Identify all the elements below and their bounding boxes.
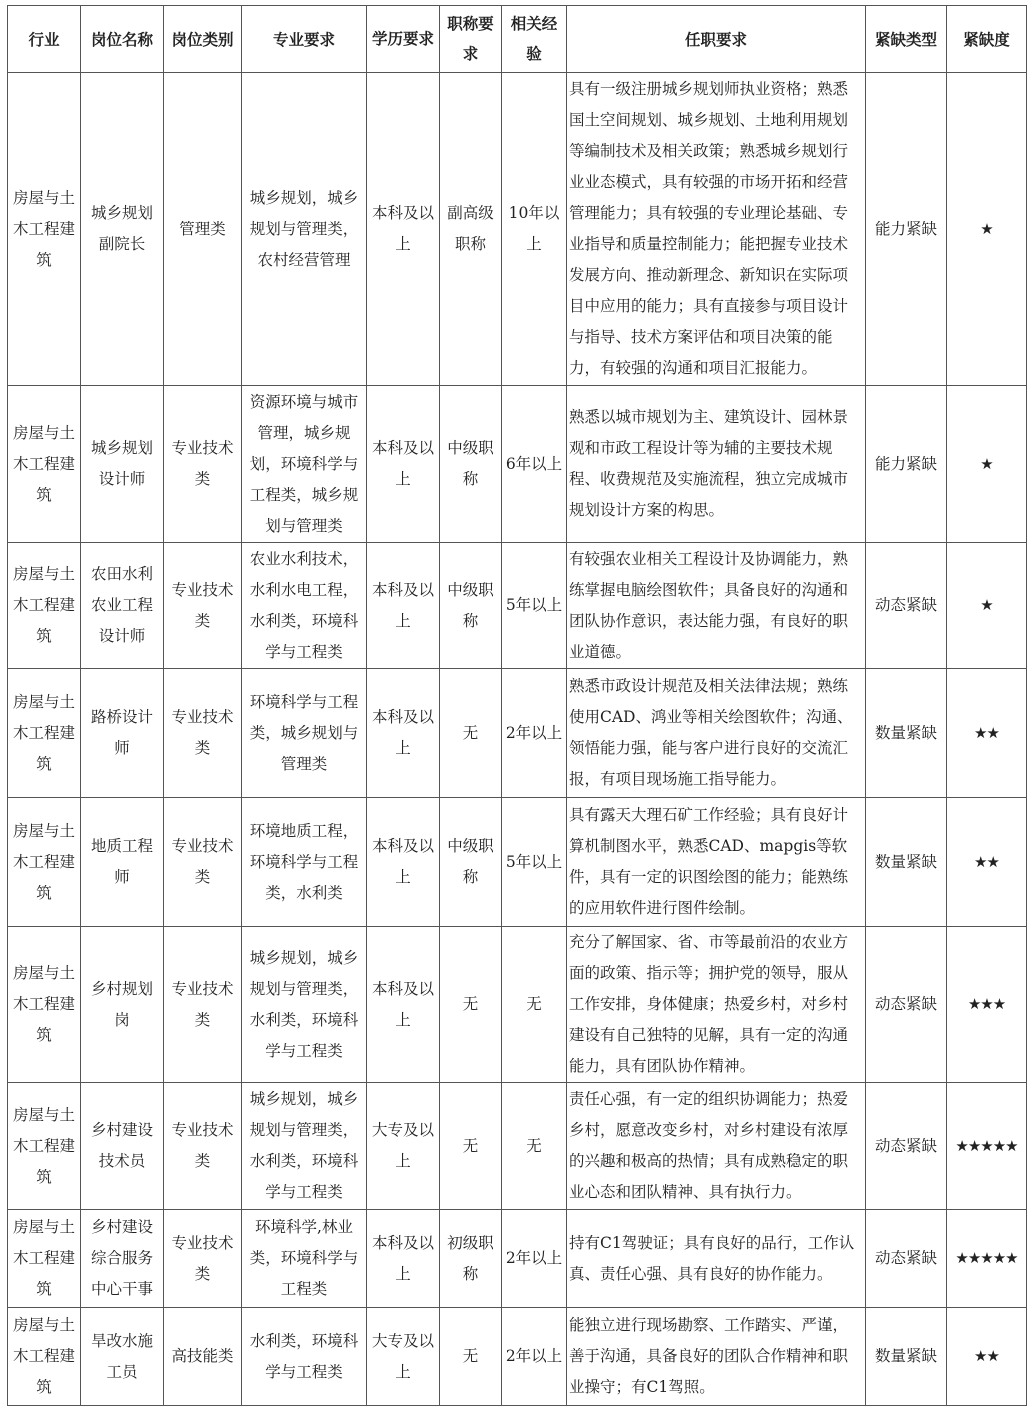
cell-industry: 房屋与土木工程建筑 <box>8 669 81 798</box>
cell-industry: 房屋与土木工程建筑 <box>8 1308 81 1406</box>
cell-position: 路桥设计师 <box>81 669 164 798</box>
header-row <box>8 6 1027 73</box>
cell-category: 高技能类 <box>164 1308 242 1406</box>
cell-shortage-level: ★★★★★ <box>947 1083 1027 1210</box>
cell-education: 本科及以上 <box>367 669 440 798</box>
cell-title: 无 <box>440 669 502 798</box>
cell-requirements: 具有一级注册城乡规划师执业资格；熟悉国土空间规划、城乡规划、土地利用规划等编制技术及相关政策；熟悉城乡规划行业业态模式，具有较强的市场开拓和经营管理能力；具有较强的专业理论基础、专业指导和质量控制能力；能把握专业技术发展方向、推动新理念、新知识在实际项目中应用的能力；具有直接参与项目设计与指导、技术方案评估和项目决策的能力，有较强的沟通和项目汇报能力。 <box>567 73 866 386</box>
cell-title: 中级职称 <box>440 798 502 927</box>
cell-shortage-type: 动态紧缺 <box>866 1210 947 1308</box>
cell-shortage-type: 数量紧缺 <box>866 1308 947 1406</box>
cell-industry: 房屋与土木工程建筑 <box>8 73 81 386</box>
cell-industry: 房屋与土木工程建筑 <box>8 927 81 1083</box>
table-row <box>8 73 1027 386</box>
table-row <box>8 798 1027 927</box>
cell-requirements: 有较强农业相关工程设计及协调能力，熟练掌握电脑绘图软件；具备良好的沟通和团队协作意识，表达能力强，有良好的职业道德。 <box>567 543 866 669</box>
cell-experience: 无 <box>502 927 567 1083</box>
cell-major: 环境科学,林业类，环境科学与工程类 <box>242 1210 367 1308</box>
cell-title: 无 <box>440 927 502 1083</box>
cell-requirements: 熟悉市政设计规范及相关法律法规；熟练使用CAD、鸿业等相关绘图软件；沟通、领悟能力强，能与客户进行良好的交流汇报，有项目现场施工指导能力。 <box>567 669 866 798</box>
cell-position: 旱改水施工员 <box>81 1308 164 1406</box>
cell-experience: 6年以上 <box>502 386 567 543</box>
cell-requirements: 熟悉以城市规划为主、建筑设计、园林景观和市政工程设计等为辅的主要技术规程、收费规范及实施流程，独立完成城市规划设计方案的构思。 <box>567 386 866 543</box>
table-row <box>8 386 1027 543</box>
cell-education: 大专及以上 <box>367 1083 440 1210</box>
header-shortage-type: 紧缺类型 <box>866 6 947 73</box>
cell-shortage-level: ★★★ <box>947 927 1027 1083</box>
cell-requirements: 能独立进行现场勘察、工作踏实、严谨，善于沟通，具备良好的团队合作精神和职业操守；有C1驾照。 <box>567 1308 866 1406</box>
cell-shortage-type: 能力紧缺 <box>866 386 947 543</box>
cell-position: 城乡规划设计师 <box>81 386 164 543</box>
cell-major: 城乡规划，城乡规划与管理类，农村经营管理 <box>242 73 367 386</box>
cell-education: 本科及以上 <box>367 927 440 1083</box>
cell-industry: 房屋与土木工程建筑 <box>8 1210 81 1308</box>
cell-shortage-level: ★★ <box>947 798 1027 927</box>
cell-title: 无 <box>440 1083 502 1210</box>
cell-shortage-level: ★ <box>947 543 1027 669</box>
cell-industry: 房屋与土木工程建筑 <box>8 543 81 669</box>
cell-requirements: 具有露天大理石矿工作经验；具有良好计算机制图水平，熟悉CAD、mapgis等软件，具有一定的识图绘图的能力；能熟练的应用软件进行图件绘制。 <box>567 798 866 927</box>
cell-major: 城乡规划，城乡规划与管理类，水利类，环境科学与工程类 <box>242 1083 367 1210</box>
cell-major: 环境科学与工程类，城乡规划与管理类 <box>242 669 367 798</box>
cell-requirements: 充分了解国家、省、市等最前沿的农业方面的政策、指示等；拥护党的领导，服从工作安排，身体健康；热爱乡村，对乡村建设有自己独特的见解，具有一定的沟通能力，具有团队协作精神。 <box>567 927 866 1083</box>
cell-category: 专业技术类 <box>164 543 242 669</box>
header-industry: 行业 <box>8 6 81 73</box>
cell-industry: 房屋与土木工程建筑 <box>8 798 81 927</box>
table-row <box>8 543 1027 669</box>
table-row <box>8 1308 1027 1406</box>
cell-shortage-type: 能力紧缺 <box>866 73 947 386</box>
cell-experience: 无 <box>502 1083 567 1210</box>
header-education: 学历要求 <box>367 6 440 73</box>
cell-shortage-type: 动态紧缺 <box>866 1083 947 1210</box>
table-row <box>8 669 1027 798</box>
cell-experience: 10年以上 <box>502 73 567 386</box>
header-requirements: 任职要求 <box>567 6 866 73</box>
cell-shortage-level: ★ <box>947 386 1027 543</box>
cell-shortage-level: ★ <box>947 73 1027 386</box>
job-shortage-table <box>7 5 1027 1406</box>
cell-major: 环境地质工程，环境科学与工程类，水利类 <box>242 798 367 927</box>
cell-shortage-type: 动态紧缺 <box>866 927 947 1083</box>
cell-experience: 2年以上 <box>502 1210 567 1308</box>
cell-experience: 5年以上 <box>502 798 567 927</box>
cell-position: 乡村建设技术员 <box>81 1083 164 1210</box>
cell-position: 城乡规划副院长 <box>81 73 164 386</box>
header-major: 专业要求 <box>242 6 367 73</box>
header-experience: 相关经验 <box>502 6 567 73</box>
cell-category: 专业技术类 <box>164 386 242 543</box>
cell-category: 专业技术类 <box>164 927 242 1083</box>
cell-position: 乡村规划岗 <box>81 927 164 1083</box>
cell-category: 专业技术类 <box>164 1210 242 1308</box>
cell-shortage-level: ★★★★★ <box>947 1210 1027 1308</box>
cell-shortage-level: ★★ <box>947 1308 1027 1406</box>
cell-education: 本科及以上 <box>367 1210 440 1308</box>
header-category: 岗位类别 <box>164 6 242 73</box>
cell-position: 地质工程师 <box>81 798 164 927</box>
cell-experience: 5年以上 <box>502 543 567 669</box>
cell-shortage-type: 数量紧缺 <box>866 798 947 927</box>
cell-title: 中级职称 <box>440 386 502 543</box>
cell-education: 本科及以上 <box>367 798 440 927</box>
cell-experience: 2年以上 <box>502 1308 567 1406</box>
table-row <box>8 1083 1027 1210</box>
cell-position: 农田水利农业工程设计师 <box>81 543 164 669</box>
cell-title: 中级职称 <box>440 543 502 669</box>
cell-shortage-type: 数量紧缺 <box>866 669 947 798</box>
cell-education: 本科及以上 <box>367 543 440 669</box>
header-shortage-level: 紧缺度 <box>947 6 1027 73</box>
cell-education: 本科及以上 <box>367 386 440 543</box>
cell-industry: 房屋与土木工程建筑 <box>8 1083 81 1210</box>
header-position: 岗位名称 <box>81 6 164 73</box>
cell-major: 资源环境与城市管理，城乡规划，环境科学与工程类，城乡规划与管理类 <box>242 386 367 543</box>
header-title: 职称要求 <box>440 6 502 73</box>
cell-category: 专业技术类 <box>164 798 242 927</box>
cell-major: 农业水利技术，水利水电工程，水利类，环境科学与工程类 <box>242 543 367 669</box>
cell-experience: 2年以上 <box>502 669 567 798</box>
cell-position: 乡村建设综合服务中心干事 <box>81 1210 164 1308</box>
cell-title: 副高级职称 <box>440 73 502 386</box>
cell-category: 管理类 <box>164 73 242 386</box>
cell-category: 专业技术类 <box>164 1083 242 1210</box>
table-row <box>8 1210 1027 1308</box>
cell-shortage-type: 动态紧缺 <box>866 543 947 669</box>
cell-category: 专业技术类 <box>164 669 242 798</box>
cell-requirements: 责任心强，有一定的组织协调能力；热爱乡村，愿意改变乡村，对乡村建设有浓厚的兴趣和极高的热情；具有成熟稳定的职业心态和团队精神、具有执行力。 <box>567 1083 866 1210</box>
cell-requirements: 持有C1驾驶证；具有良好的品行，工作认真、责任心强、具有良好的协作能力。 <box>567 1210 866 1308</box>
cell-major: 城乡规划，城乡规划与管理类，水利类，环境科学与工程类 <box>242 927 367 1083</box>
cell-education: 大专及以上 <box>367 1308 440 1406</box>
cell-education: 本科及以上 <box>367 73 440 386</box>
cell-title: 初级职称 <box>440 1210 502 1308</box>
cell-major: 水利类，环境科学与工程类 <box>242 1308 367 1406</box>
cell-shortage-level: ★★ <box>947 669 1027 798</box>
table-row <box>8 927 1027 1083</box>
cell-title: 无 <box>440 1308 502 1406</box>
cell-industry: 房屋与土木工程建筑 <box>8 386 81 543</box>
